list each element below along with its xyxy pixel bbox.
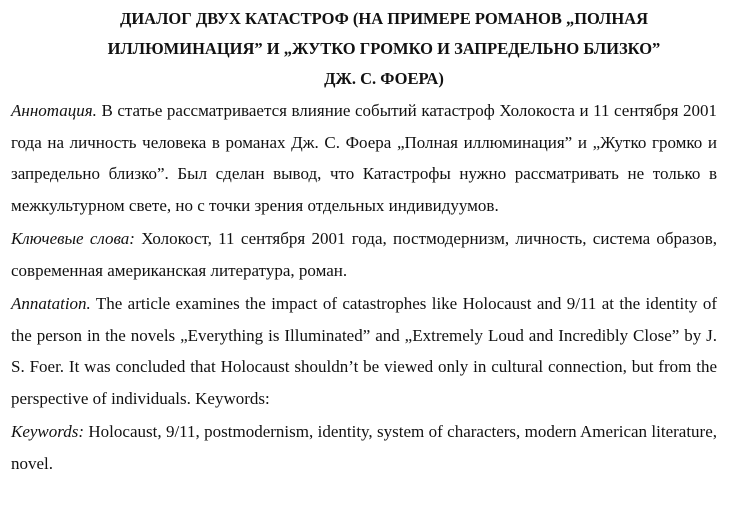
abstract-en-label: Annatation. — [11, 294, 91, 313]
keywords-en — [11, 416, 717, 479]
abstract-ru — [11, 95, 717, 221]
keywords-en-text: Holocaust, 9/11, postmodernism, identity, system of characters, modern American literature, novel. — [11, 422, 718, 473]
article-title — [11, 4, 717, 94]
abstract-en — [11, 288, 717, 414]
title-line-1: ДИАЛОГ ДВУХ КАТАСТРОФ (НА ПРИМЕРЕ РОМАНОВ „ПОЛНАЯ — [119, 9, 649, 28]
keywords-ru — [11, 223, 717, 286]
keywords-ru-text: Холокост, 11 сентября 2001 года, постмодернизм, личность, система образов, современная американская литература, роман. — [11, 229, 717, 280]
title-line-2: ИЛЛЮМИНАЦИЯ” И „ЖУТКО ГРОМКО И ЗАПРЕДЕЛЬНО БЛИЗКО” — [107, 39, 661, 58]
abstract-ru-text: В статье рассматривается влияние событий катастроф Холокоста и 11 сентября 2001 года на личность человека в романах Дж. С. Фоера „Полная иллюминация” и „Жутко громко и запредельно близко”. Был сделан вывод, что Катастрофы нужно рассматривать не только в межкультурном свете, но с точки зрения отдельных индивидуумов. — [11, 101, 717, 215]
keywords-ru-label: Ключевые слова: — [11, 229, 135, 248]
abstract-en-text: The article examines the impact of catastrophes like Holocaust and 9/11 at the identity of the person in the novels „Everything is Illuminated” and „Extremely Loud and Incredibly Close” by J. S. Foer. It was concluded that Holocaust shouldn’t be viewed only in cultural connection, but from the perspective of individuals. Keywords: — [11, 294, 717, 408]
abstract-ru-label: Аннотация. — [11, 101, 97, 120]
title-line-3: ДЖ. С. ФОЕРА) — [324, 69, 444, 88]
keywords-en-label: Keywords: — [11, 422, 85, 441]
